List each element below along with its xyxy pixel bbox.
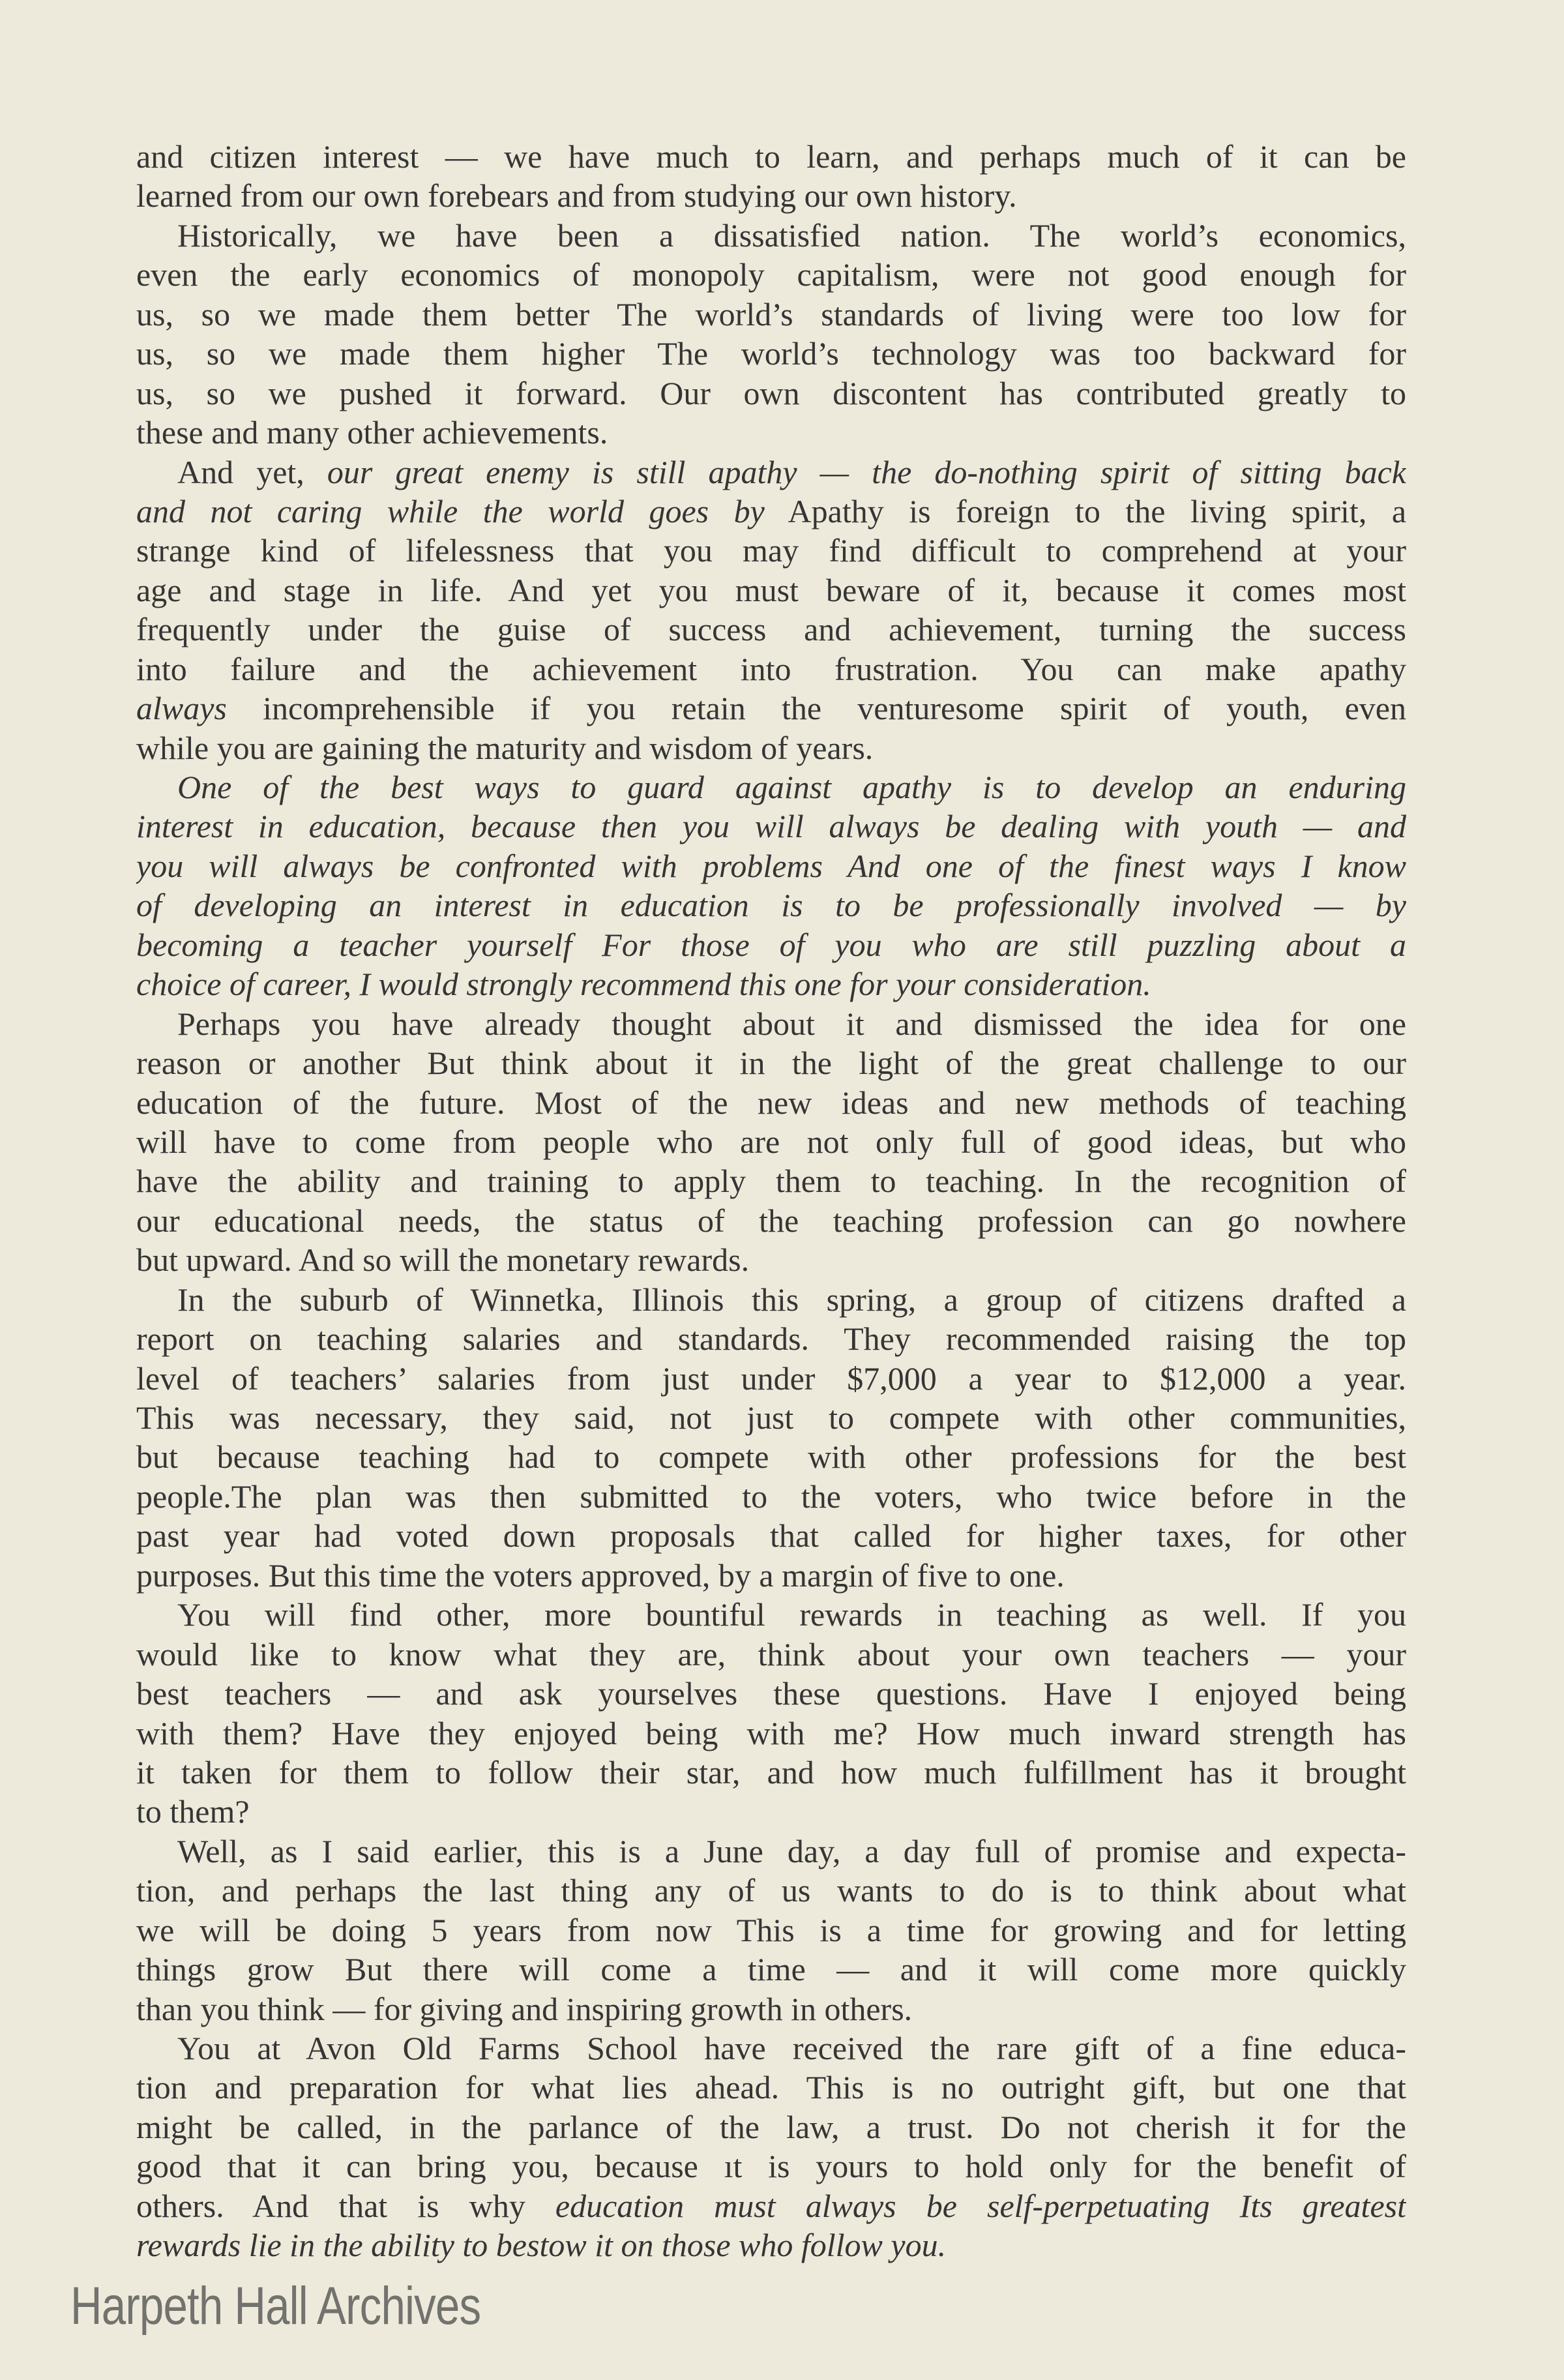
- text-line: [136, 1004, 1406, 1043]
- text-line: [136, 1832, 1406, 1871]
- paragraph: [136, 137, 1406, 216]
- text: level of teachers’ salaries from just under $7,000 a year to $12,000 a year.: [136, 1360, 1406, 1397]
- text: good that it can bring you, because ıt is yours to hold only for the benefit of: [136, 2148, 1406, 2185]
- text-line: [136, 2107, 1406, 2147]
- text-line: [136, 2029, 1406, 2068]
- text: with them? Have they enjoyed being with me? How much inward strength has: [136, 1714, 1406, 1751]
- text-line: [136, 1556, 1406, 1595]
- italic-text: becoming a teacher yourself For those of you who are still puzzling about a: [136, 926, 1406, 963]
- text: will have to come from people who are not only full of good ideas, but who: [136, 1123, 1406, 1160]
- text: have the ability and training to apply them to teaching. In the recognition of: [136, 1163, 1406, 1200]
- text-line: [136, 255, 1406, 294]
- text-line: [136, 2225, 1406, 2265]
- text: might be called, in the parlance of the law, a trust. Do not cherish it for the: [136, 2108, 1406, 2145]
- text: Well, as I said earlier, this is a June day, a day full of promise and expecta-: [177, 1832, 1406, 1869]
- text: but upward. And so will the monetary rewards.: [136, 1242, 750, 1279]
- text-line: [136, 1477, 1406, 1516]
- text-line: [136, 807, 1406, 846]
- italic-text: and not caring while the world goes by: [136, 492, 765, 529]
- text: learned from our own forebears and from studying our own history.: [136, 177, 1017, 215]
- text-line: [136, 492, 1406, 531]
- italic-text: One of the best ways to guard against apathy is to develop an enduring: [177, 769, 1406, 805]
- text: we will be doing 5 years from now This is a time for growing and for letting: [136, 1911, 1406, 1948]
- text-line: [136, 1516, 1406, 1555]
- text: reason or another But think about it in the light of the great challenge to our: [136, 1045, 1406, 1082]
- text-line: [136, 413, 1406, 452]
- text-line: [136, 1043, 1406, 1082]
- italic-text: choice of career, I would strongly recommend this one for your consideration.: [136, 966, 1151, 1003]
- text-line: [136, 767, 1406, 807]
- text-line: [136, 1714, 1406, 1753]
- text: our educational needs, the status of the teaching profession can go nowhere: [136, 1202, 1406, 1239]
- text-line: [136, 2068, 1406, 2107]
- paragraph: [136, 767, 1406, 1004]
- text-line: [136, 925, 1406, 964]
- italic-text: you will always be confronted with problems And one of the finest ways I know: [136, 847, 1406, 884]
- text-line: [136, 137, 1406, 176]
- italic-text: of developing an interest in education is to be professionally involved — by: [136, 887, 1406, 924]
- paragraph: [136, 216, 1406, 453]
- text-line: [136, 2147, 1406, 2186]
- paragraph: [136, 1832, 1406, 2029]
- text: education of the future. Most of the new ideas and new methods of teaching: [136, 1084, 1406, 1121]
- text-line: [136, 1319, 1406, 1358]
- paragraph: [136, 2029, 1406, 2265]
- text: these and many other achievements.: [136, 414, 608, 451]
- text-line: [136, 728, 1406, 767]
- text: us, so we made them higher The world’s technology was too backward for: [136, 335, 1406, 372]
- paragraph: [136, 1004, 1406, 1280]
- text: tion, and perhaps the last thing any of us wants to do is to think about what: [136, 1872, 1406, 1909]
- text-line: [136, 216, 1406, 255]
- text-line: [136, 1635, 1406, 1674]
- text: it taken for them to follow their star, and how much fulfillment has it brought: [136, 1753, 1406, 1791]
- text: past year had voted down proposals that called for higher taxes, for other: [136, 1517, 1406, 1554]
- text: And yet,: [177, 453, 327, 490]
- text: purposes. But this time the voters approved, by a margin of five to one.: [136, 1556, 1065, 1594]
- text-line: [136, 1280, 1406, 1319]
- text: into failure and the achievement into frustration. You can make apathy: [136, 650, 1406, 687]
- text: Perhaps you have already thought about it and dismissed the idea for one: [177, 1005, 1406, 1042]
- text: best teachers — and ask yourselves these questions. Have I enjoyed being: [136, 1675, 1406, 1712]
- text-line: [136, 295, 1406, 334]
- text: age and stage in life. And yet you must beware of it, because it comes most: [136, 571, 1406, 608]
- italic-text: our great enemy is still apathy — the do-nothing spirit of sitting back: [327, 453, 1406, 490]
- document-body: [136, 137, 1406, 2265]
- paragraph: [136, 1280, 1406, 1596]
- text: This was necessary, they said, not just to compete with other communities,: [136, 1399, 1406, 1436]
- text-line: [136, 1437, 1406, 1476]
- text-line: [136, 1950, 1406, 1989]
- text-line: [136, 1161, 1406, 1200]
- text: Historically, we have been a dissatisfied nation. The world’s economics,: [177, 216, 1406, 254]
- italic-text: education must always be self-perpetuating Its greatest: [555, 2187, 1406, 2224]
- text: to them?: [136, 1793, 250, 1830]
- text-line: [136, 964, 1406, 1004]
- text-line: [136, 1753, 1406, 1792]
- text-line: [136, 1674, 1406, 1713]
- text: Apathy is foreign to the living spirit, a: [764, 492, 1406, 529]
- text-line: [136, 846, 1406, 885]
- text-line: [136, 885, 1406, 925]
- text-line: [136, 1792, 1406, 1831]
- text-line: [136, 334, 1406, 373]
- text-line: [136, 1240, 1406, 1279]
- text: frequently under the guise of success and achievement, turning the success: [136, 611, 1406, 648]
- text: but because teaching had to compete with other professions for the best: [136, 1438, 1406, 1476]
- text-line: [136, 2186, 1406, 2225]
- watermark: Harpeth Hall Archives: [70, 2276, 481, 2336]
- text-line: [136, 1359, 1406, 1398]
- text-line: [136, 689, 1406, 728]
- text-line: [136, 1989, 1406, 2029]
- text-line: [136, 374, 1406, 413]
- text: us, so we pushed it forward. Our own discontent has contributed greatly to: [136, 374, 1406, 411]
- text: tion and preparation for what lies ahead. This is no outright gift, but one that: [136, 2069, 1406, 2106]
- text: You will find other, more bountiful rewards in teaching as well. If you: [177, 1596, 1406, 1633]
- text-line: [136, 1122, 1406, 1161]
- text: In the suburb of Winnetka, Illinois this spring, a group of citizens drafted a: [177, 1281, 1406, 1318]
- text: others. And that is why: [136, 2187, 555, 2224]
- text: things grow But there will come a time — and it will come more quickly: [136, 1951, 1406, 1988]
- text-line: [136, 571, 1406, 610]
- text: report on teaching salaries and standards. They recommended raising the top: [136, 1320, 1406, 1358]
- text: would like to know what they are, think about your own teachers — your: [136, 1635, 1406, 1673]
- text-line: [136, 610, 1406, 649]
- paragraph: [136, 1595, 1406, 1832]
- paragraph: [136, 453, 1406, 768]
- italic-text: always: [136, 690, 227, 727]
- text-line: [136, 176, 1406, 215]
- text-line: [136, 1911, 1406, 1950]
- text: us, so we made them better The world’s standards of living were too low for: [136, 295, 1406, 333]
- text: even the early economics of monopoly capitalism, were not good enough for: [136, 256, 1406, 293]
- text: while you are gaining the maturity and wisdom of years.: [136, 729, 874, 766]
- text: You at Avon Old Farms School have received the rare gift of a fine educa-: [177, 2030, 1406, 2066]
- text-line: [136, 531, 1406, 570]
- text: people.The plan was then submitted to the voters, who twice before in the: [136, 1478, 1406, 1515]
- text: and citizen interest — we have much to learn, and perhaps much of it can be: [136, 138, 1406, 175]
- text: incomprehensible if you retain the venturesome spirit of youth, even: [226, 690, 1406, 727]
- text-line: [136, 1871, 1406, 1910]
- text-line: [136, 1595, 1406, 1634]
- italic-text: interest in education, because then you will always be dealing with youth — and: [136, 808, 1406, 845]
- text-line: [136, 1083, 1406, 1122]
- text-line: [136, 453, 1406, 492]
- text-line: [136, 649, 1406, 689]
- text: strange kind of lifelessness that you may find difficult to comprehend at your: [136, 532, 1406, 569]
- italic-text: rewards lie in the ability to bestow it on those who follow you.: [136, 2227, 947, 2264]
- text-line: [136, 1201, 1406, 1240]
- text: than you think — for giving and inspiring growth in others.: [136, 1990, 913, 2027]
- text-line: [136, 1398, 1406, 1437]
